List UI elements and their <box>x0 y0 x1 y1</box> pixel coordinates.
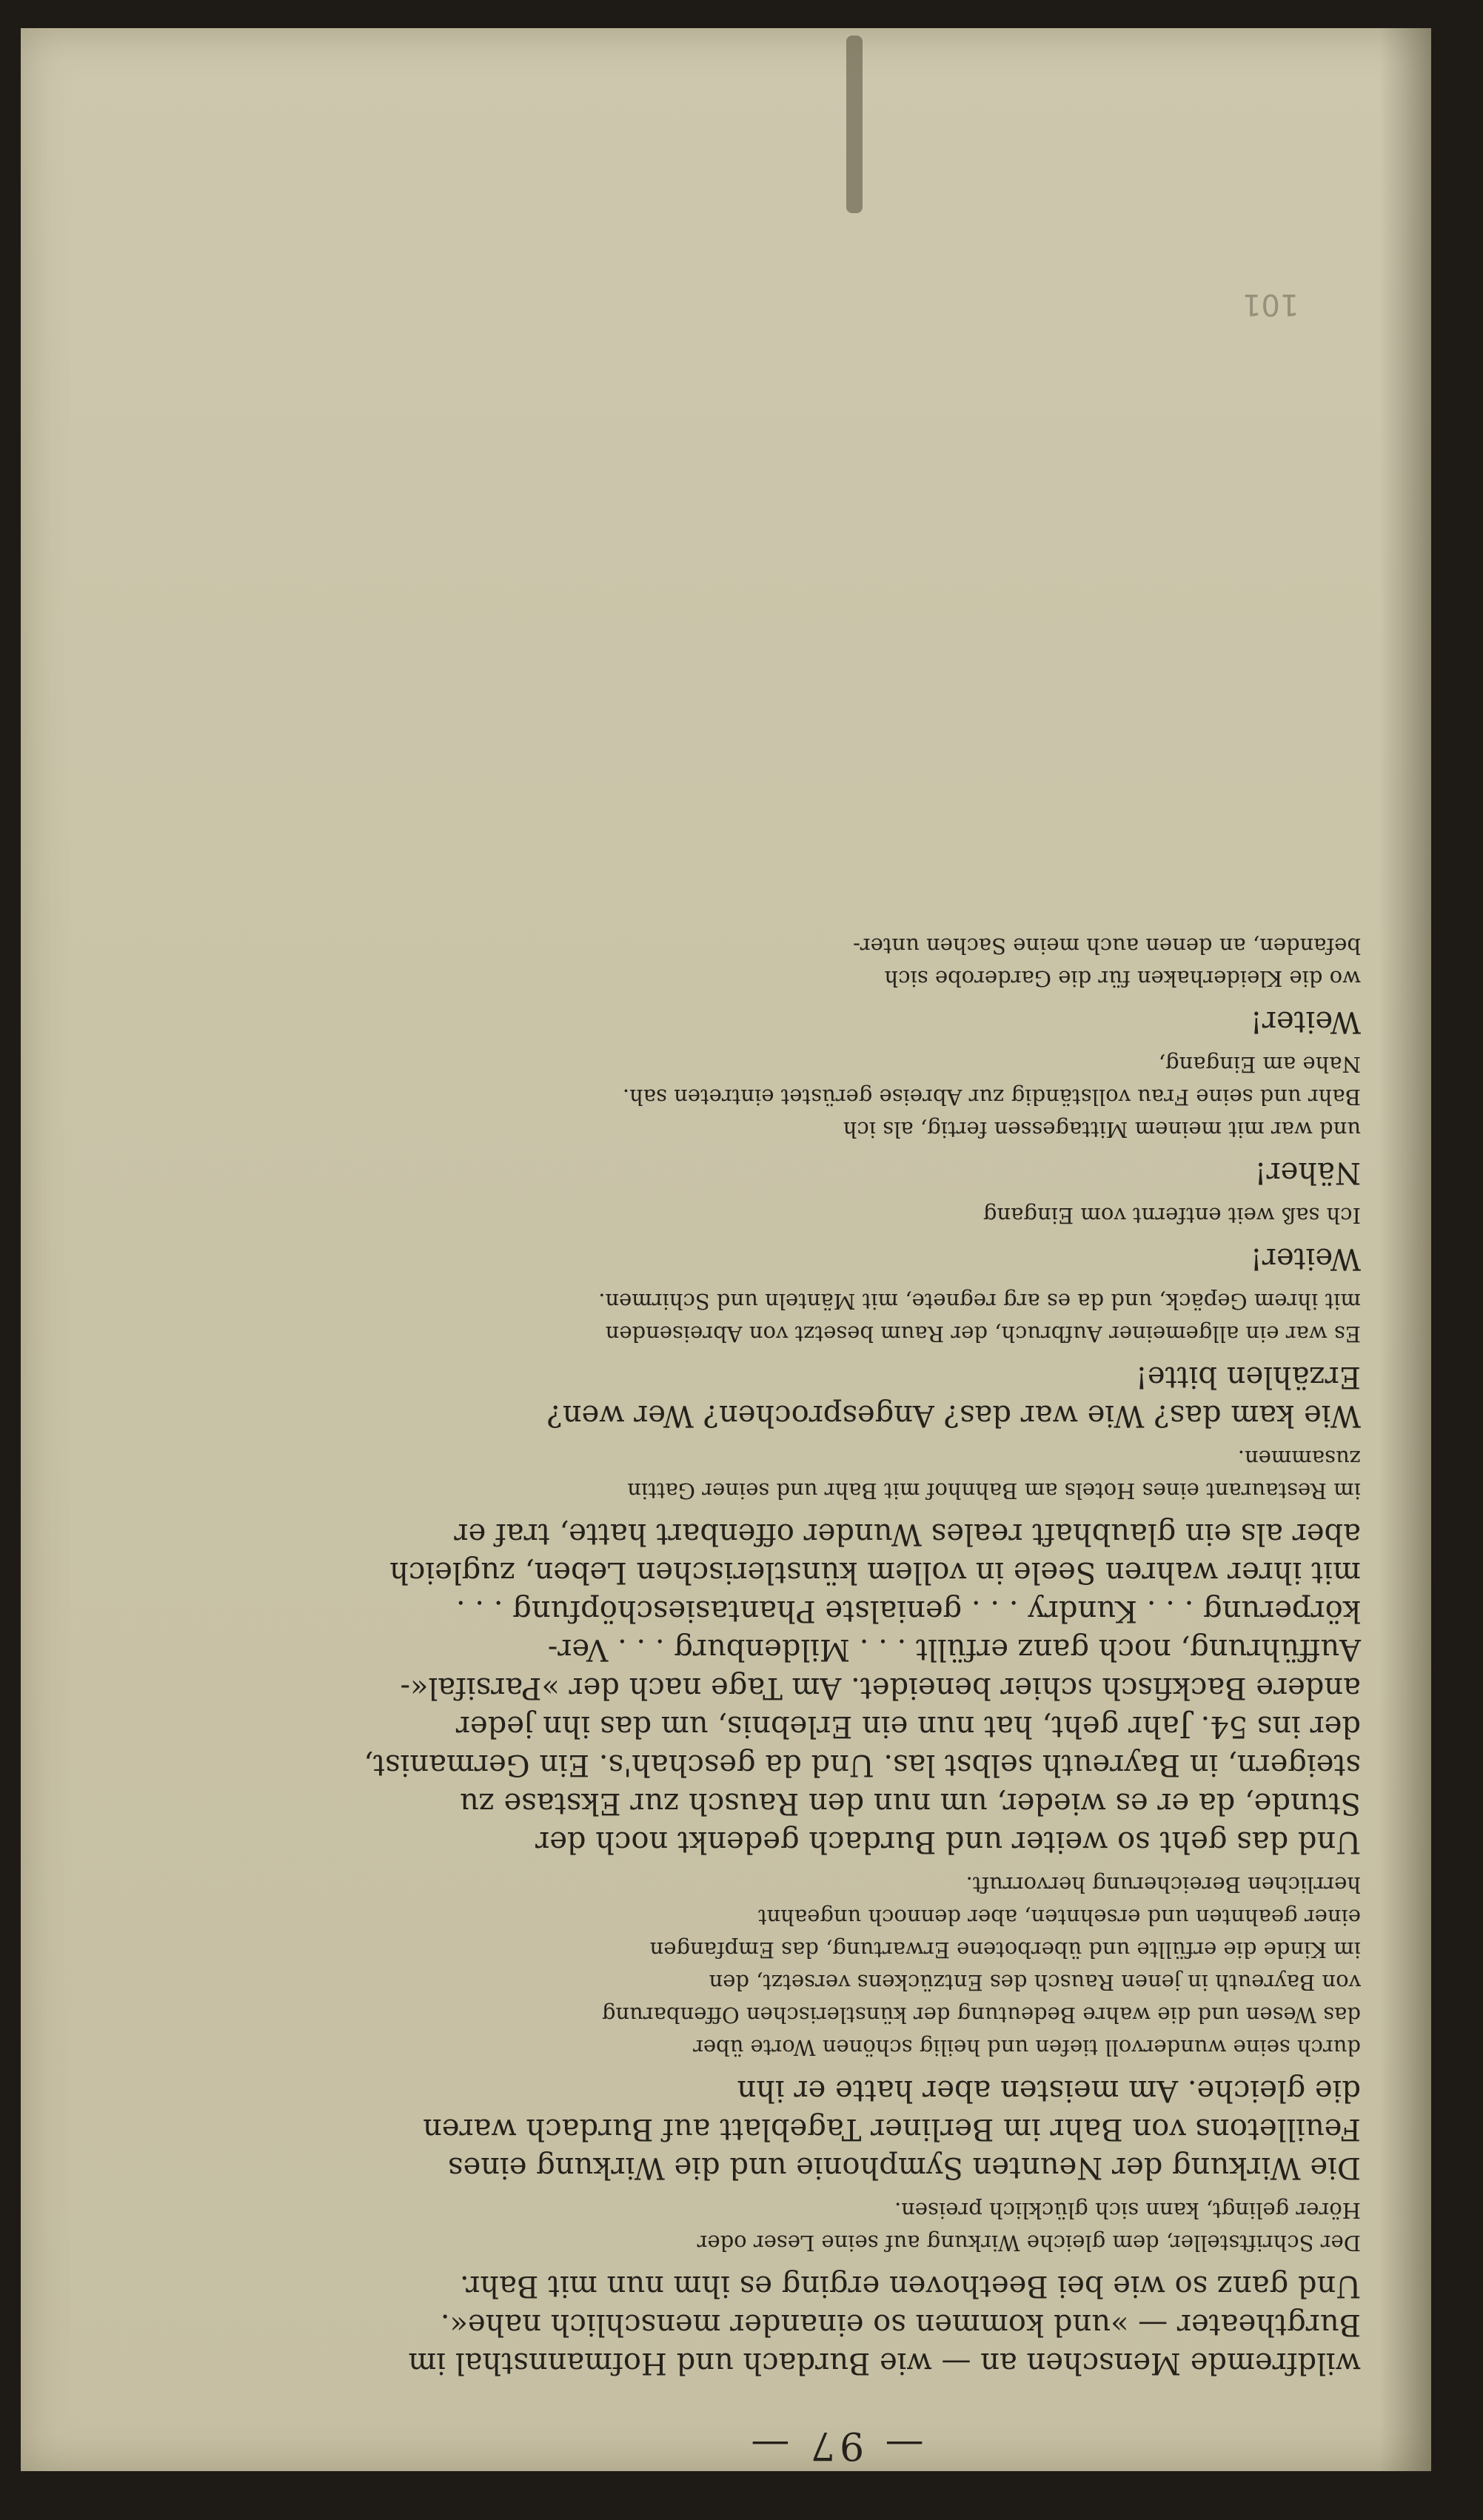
text-line: Erzählen bitte! <box>1135 1360 1361 1394</box>
text-line: durch seine wundervoll tiefen und heilig schönen Worte über <box>693 2035 1361 2060</box>
text-line: herrlichen Bereicherung hervorruft. <box>965 1872 1361 1897</box>
text-line: einer geahnten und ersehnten, aber dennoch ungeahnt <box>757 1905 1361 1930</box>
text-line: im Kinde die erfüllte und überbotene Erwartung, das Empfangen <box>649 1937 1361 1963</box>
text-line: Nahe am Eingang, <box>1158 1052 1361 1077</box>
text-line: aber als ein glaubhaft reales Wunder offenbart hatte, traf er <box>454 1517 1361 1551</box>
text-line: Weiter! <box>1250 1005 1361 1039</box>
book-page <box>21 28 1431 2471</box>
text-line: mit ihrem Gepäck, und da es arg regnete, mit Mänteln und Schirmen. <box>598 1289 1361 1314</box>
paragraph <box>309 2194 1361 2259</box>
paragraph <box>309 2071 1361 2187</box>
paragraph <box>309 930 1361 995</box>
text-line: Die Wirkung der Neunten Symphonie und die Wirkung eines <box>448 2151 1361 2185</box>
text-line: Stunde, da er es wieder, um nun den Rausch zur Ekstase zu <box>460 1786 1361 1820</box>
text-line: das Wesen und die wahre Bedeutung der künstlerischen Offenbarung <box>601 2003 1361 2028</box>
paragraph <box>309 1048 1361 1146</box>
text-line: Feuilletons von Bahr im Berliner Tageblatt auf Burdach waren <box>423 2112 1361 2146</box>
text-line: mit ihrer wahren Seele in vollem künstlerischen Leben, zugleich <box>389 1555 1361 1589</box>
paragraph <box>309 1515 1361 1861</box>
page-content-rotated <box>309 546 1361 2479</box>
text-line: körperung . . . Kundry . . . genialste Phantasieschöpfung . . . <box>455 1594 1361 1628</box>
text-line: Der Schriftsteller, dem gleiche Wirkung auf seine Leser oder <box>697 2231 1361 2256</box>
text-line: Es war ein allgemeiner Aufbruch, der Raum besetzt von Abreisenden <box>605 1321 1361 1347</box>
text-line: Wie kam das? Wie war das? Angesprochen? Wer wen? <box>546 1398 1361 1432</box>
text-line: und war mit meinem Mittagessen fertig, als ich <box>843 1117 1361 1142</box>
text-line: zusammen. <box>1237 1446 1361 1471</box>
text-line: Und das geht so weiter und Burdach gedenkt noch der <box>535 1825 1361 1859</box>
paragraph <box>309 1239 1361 1278</box>
text-line: wildfremde Menschen an — wie Burdach und Hofmannsthal im <box>408 2346 1361 2380</box>
paragraph <box>309 1869 1361 2064</box>
text-line: wo die Kleiderhaken für die Garderobe sich <box>884 966 1361 991</box>
paragraph <box>309 1285 1361 1350</box>
text-line: Burgtheater — »und kommen so einander menschlich nahe«. <box>440 2308 1361 2342</box>
binding-mark <box>846 36 863 213</box>
text-line: Bahr und seine Frau vollständig zur Abreise gerüstet eintreten sah. <box>622 1085 1361 1110</box>
paragraph <box>309 2267 1361 2382</box>
text-line: Näher! <box>1254 1156 1361 1190</box>
text-line: von Bayreuth in jenen Rausch des Entzückens versetzt, den <box>709 1970 1361 1995</box>
text-line: Aufführung, noch ganz erfüllt . . . Mildenburg . . . Ver- <box>547 1632 1361 1666</box>
paragraph <box>309 1199 1361 1232</box>
text-line: die gleiche. Am meisten aber hatte er ihn <box>737 2074 1361 2108</box>
page-number: — 97 — <box>746 2423 924 2467</box>
text-line: befanden, an denen auch meine Sachen unter- <box>853 934 1361 959</box>
text-body <box>309 930 1361 2382</box>
text-line: Und ganz so wie bei Beethoven erging es ihm nun mit Bahr. <box>459 2269 1361 2303</box>
text-line: Hörer gelingt, kann sich glücklich preisen. <box>894 2198 1361 2223</box>
paragraph <box>309 1002 1361 1041</box>
text-line: Ich saß weit entfernt vom Eingang <box>982 1203 1361 1228</box>
handwritten-margin-note: 101 <box>1242 287 1299 321</box>
page-edge-shadow <box>1379 28 1431 2471</box>
paragraph <box>309 1153 1361 1192</box>
text-line: steigern, in Bayreuth selbst las. Und da geschah's. Ein Germanist, <box>364 1748 1361 1782</box>
paragraph <box>309 1442 1361 1507</box>
text-line: der ins 54. Jahr geht, hat nun ein Erlebnis, um das ihn jeder <box>455 1709 1361 1743</box>
paragraph <box>309 1358 1361 1435</box>
text-line: Weiter! <box>1250 1241 1361 1276</box>
text-line: im Restaurant eines Hotels am Bahnhof mit Bahr und seiner Gattin <box>627 1478 1361 1504</box>
text-line: andere Backfisch schier beneidet. Am Tage nach der »Parsifal«- <box>400 1671 1361 1705</box>
